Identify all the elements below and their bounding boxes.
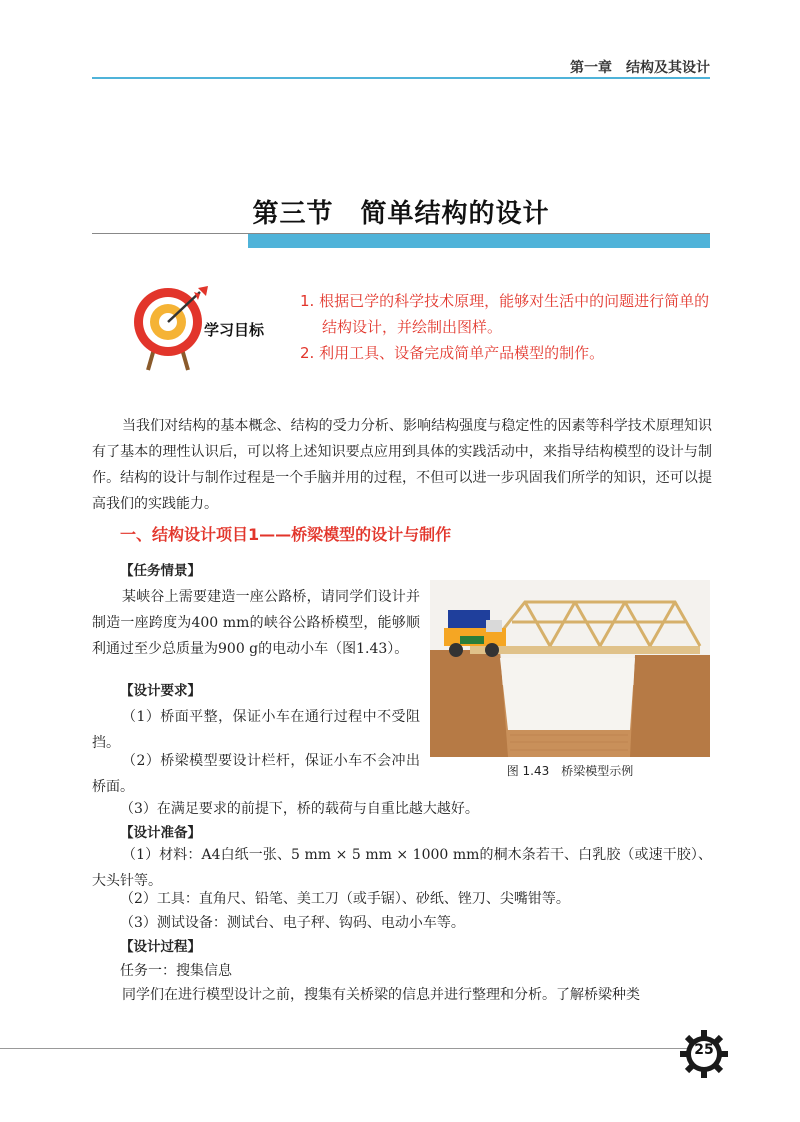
learning-goals-label: 学习目标 — [204, 321, 265, 339]
figure-caption: 图 1.43 桥梁模型示例 — [506, 764, 634, 778]
process-label: 【设计过程】 — [120, 939, 201, 955]
page-number: 25 — [694, 1042, 714, 1058]
process-text: 同学们在进行模型设计之前，搜集有关桥梁的信息并进行整理和分析。了解桥梁种类 — [122, 987, 640, 1003]
preparation-label: 【设计准备】 — [120, 825, 201, 841]
header-divider — [92, 77, 710, 79]
requirement-item-2: （2）桥梁模型要设计栏杆，保证小车不会冲出桥面。 — [92, 753, 420, 795]
intro-paragraph: 当我们对结构的基本概念、结构的受力分析、影响结构强度与稳定性的因素等科学技术原理知识有了基本的理性认识后，可以将上述知识要点应用到具体的实践活动中，来指导结构模型的设计与制作。结构的设计与制作过程是一个手脑并用的过程，不但可以进一步巩固我们所学的知识，还可以提高我们的实践能力。 — [92, 418, 712, 512]
preparation-item-2: （2）工具：直角尺、铅笔、美工刀（或手锯）、砂纸、锉刀、尖嘴钳等。 — [120, 891, 570, 907]
task-text: 某峡谷上需要建造一座公路桥，请同学们设计并制造一座跨度为400 mm的峡谷公路桥模型，能够顺利通过至少总质量为900 g的电动小车（图1.43）。 — [92, 589, 420, 657]
bridge-model-photo — [430, 580, 710, 757]
requirement-item-3: （3）在满足要求的前提下，桥的载荷与自重比越大越好。 — [120, 801, 479, 817]
footer-divider — [0, 1048, 690, 1049]
title-accent-bar — [248, 234, 710, 248]
learning-goals-list — [300, 288, 720, 366]
goal-item: 2. 利用工具、设备完成简单产品模型的制作。 — [300, 344, 605, 362]
preparation-item-3: （3）测试设备：测试台、电子秤、钩码、电动小车等。 — [120, 915, 465, 931]
process-task-1: 任务一：搜集信息 — [120, 963, 232, 979]
requirement-item-1: （1）桥面平整，保证小车在通行过程中不受阻挡。 — [92, 709, 420, 751]
chapter-header: 第一章 结构及其设计 — [570, 60, 710, 76]
requirements-label: 【设计要求】 — [120, 683, 201, 699]
task-label: 【任务情景】 — [120, 563, 201, 579]
goal-item: 1. 根据已学的科学技术原理，能够对生活中的问题进行简单的结构设计，并绘制出图样。 — [300, 292, 710, 336]
preparation-item-1: （1）材料：A4白纸一张、5 mm × 5 mm × 1000 mm的桐木条若干、白乳胶（或速干胶）、大头针等。 — [92, 847, 712, 889]
section-title: 第三节 简单结构的设计 — [252, 199, 550, 229]
section-heading: 一、结构设计项目1——桥梁模型的设计与制作 — [120, 525, 452, 544]
